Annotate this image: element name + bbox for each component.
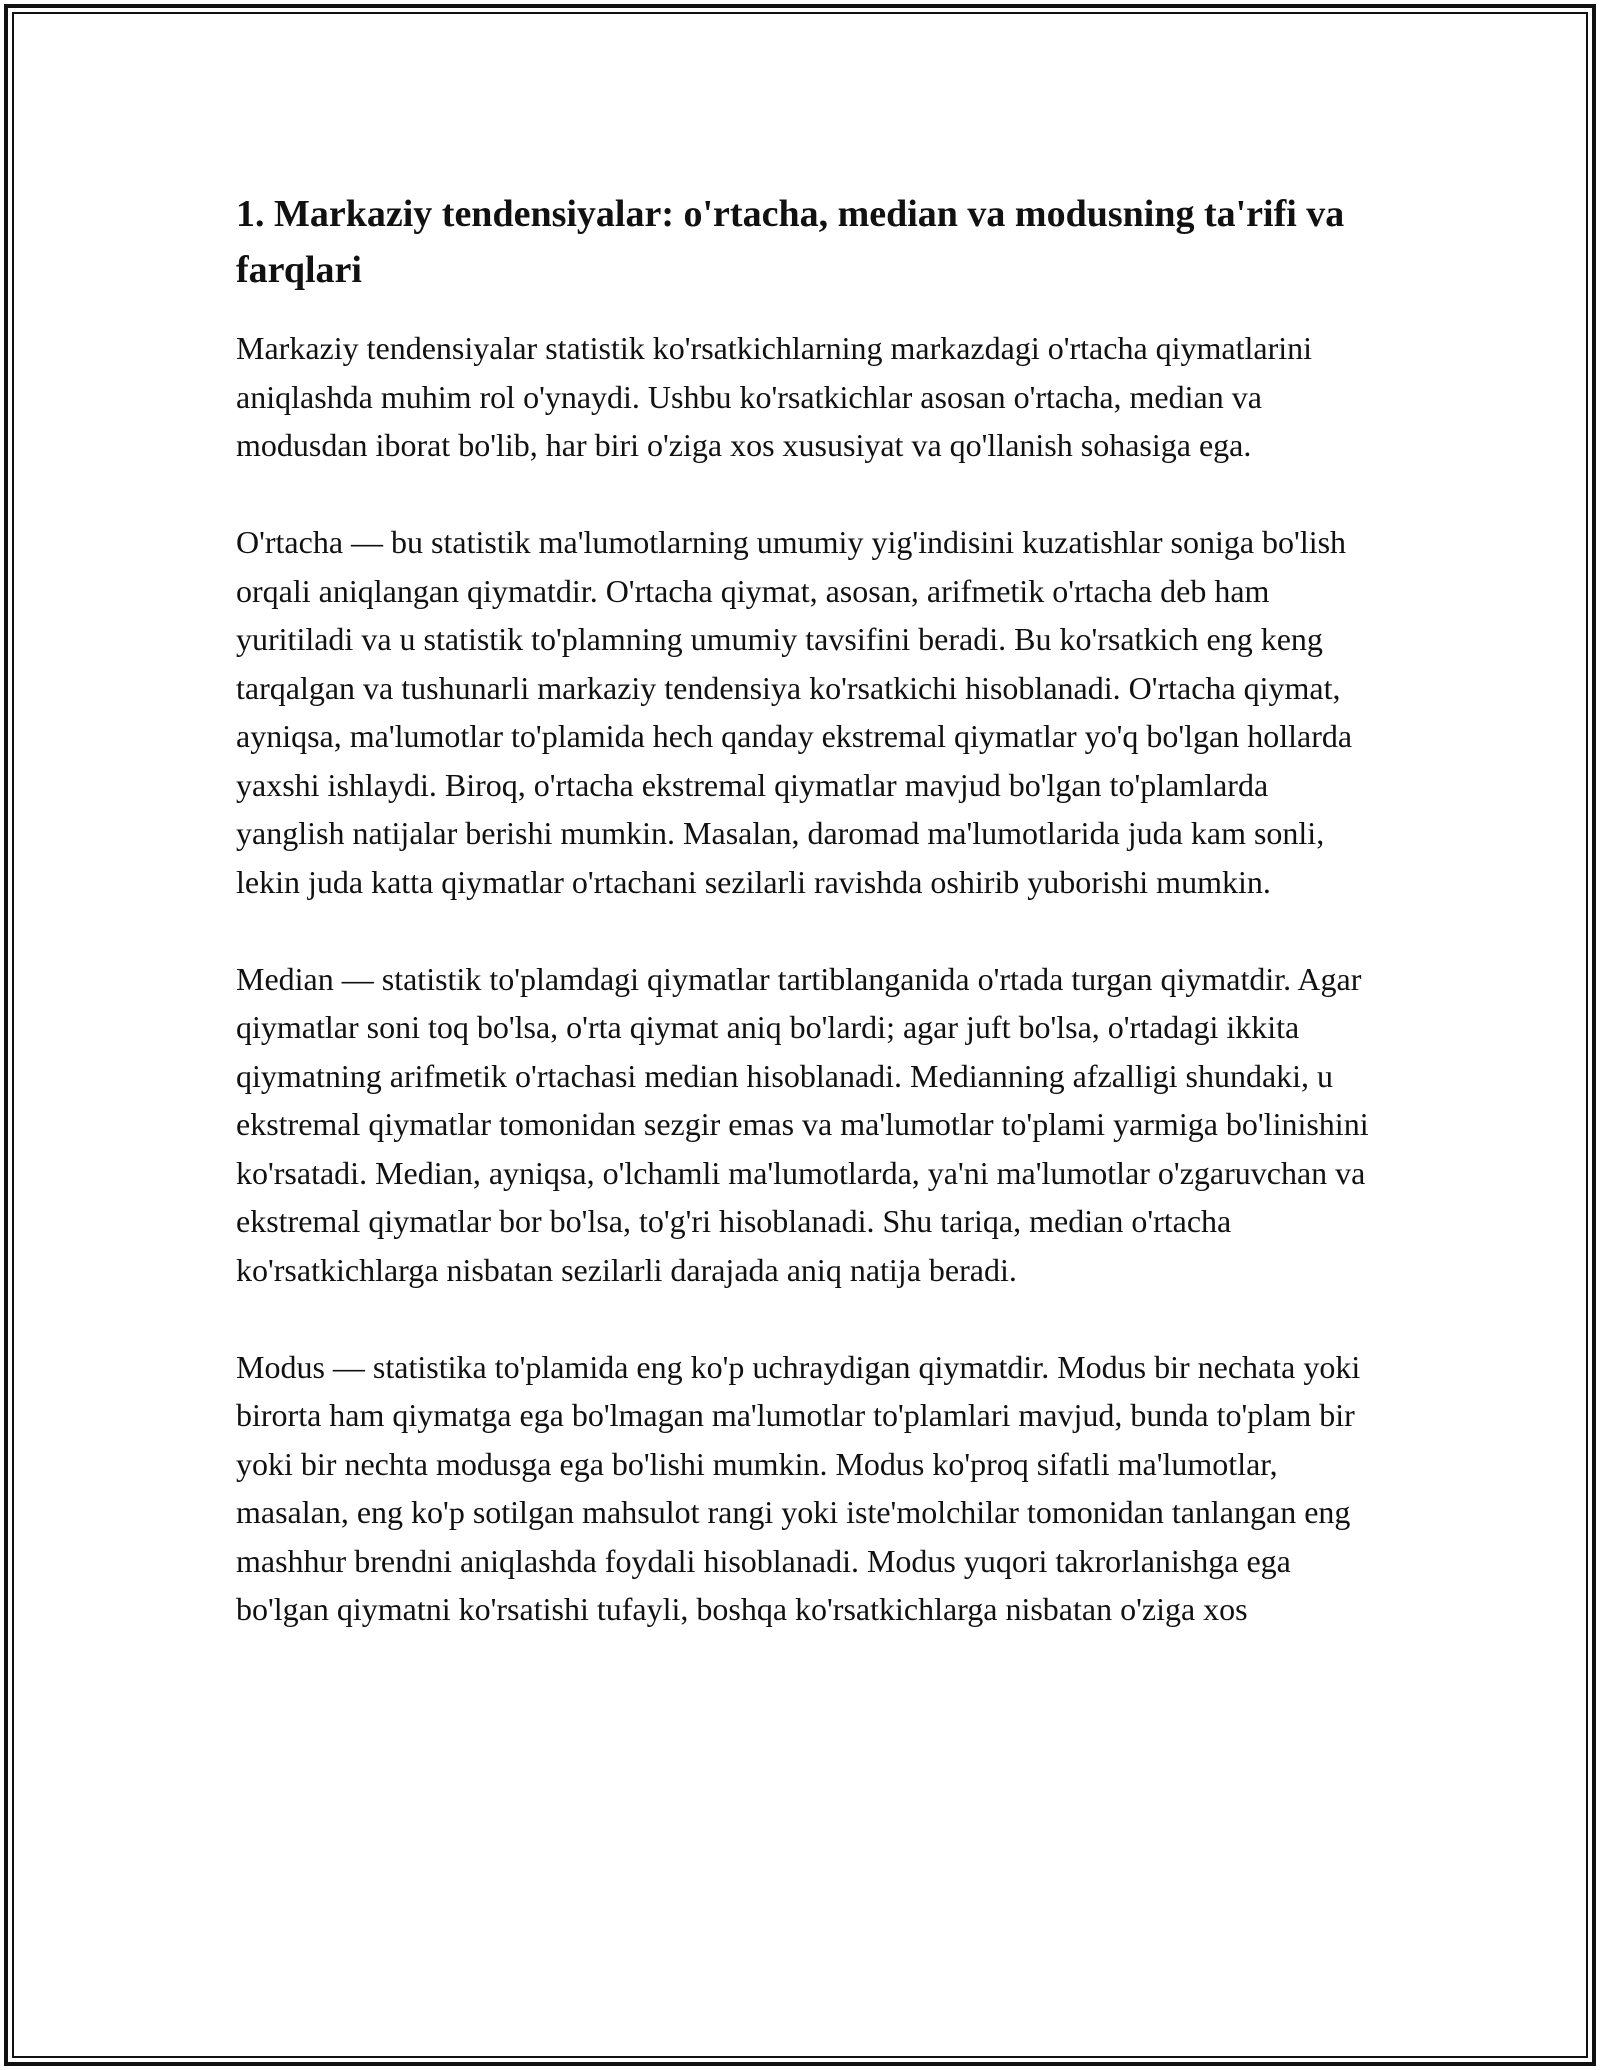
document-body [236,186,1376,1682]
paragraph-mode: Modus — statistika to'plamida eng ko'p uchraydigan qiymatdir. Modus bir nechata yoki birorta ham qiymatga ega bo'lmagan ma'lumotlar to'plamlari mavjud, bunda to'plam bir yoki bir nechta modusga ega bo'lishi mumkin. Modus ko'proq sifatli ma'lumotlar, masalan, eng ko'p sotilgan mahsulot rangi yoki iste'molchilar tomonidan tanlangan eng mashhur brendni aniqlashda foydali hisoblanadi. Modus yuqori takrorlanishga ega bo'lgan qiymatni ko'rsatishi tufayli, boshqa ko'rsatkichlarga nisbatan o'ziga xos [236,1348,1361,1627]
section-heading: 1. Markaziy tendensiyalar: o'rtacha, median va modusning ta'rifi va farqlari [236,193,1345,291]
paragraph-mean: O'rtacha — bu statistik ma'lumotlarning umumiy yig'indisini kuzatishlar soniga bo'lish orqali aniqlangan qiymatdir. O'rtacha qiymat, asosan, arifmetik o'rtacha deb ham yuritiladi va u statistik to'plamning umumiy tavsifini beradi. Bu ko'rsatkich eng keng tarqalgan va tushunarli markaziy tendensiya ko'rsatkichi hisoblanadi. O'rtacha qiymat, ayniqsa, ma'lumotlar to'plamida hech qanday ekstremal qiymatlar yo'q bo'lgan hollarda yaxshi ishlaydi. Biroq, o'rtacha ekstremal qiymatlar mavjud bo'lgan to'plamlarda yanglish natijalar berishi mumkin. Masalan, daromad ma'lumotlarida juda kam sonli, lekin juda katta qiymatlar o'rtachani sezilarli ravishda oshirib yuborishi mumkin. [236,524,1353,900]
paragraph-median: Median — statistik to'plamdagi qiymatlar tartiblanganida o'rtada turgan qiymatdir. Agar qiymatlar soni toq bo'lsa, o'rta qiymat aniq bo'lardi; agar juft bo'lsa, o'rtadagi ikkita qiymatning arifmetik o'rtachasi median hisoblanadi. Medianning afzalligi shundaki, u ekstremal qiymatlar tomonidan sezgir emas va ma'lumotlar to'plami yarmiga bo'linishini ko'rsatadi. Median, ayniqsa, o'lchamli ma'lumotlarda, ya'ni ma'lumotlar o'zgaruvchan va ekstremal qiymatlar bor bo'lsa, to'g'ri hisoblanadi. Shu tariqa, median o'rtacha ko'rsatkichlarga nisbatan sezilarli darajada aniq natija beradi. [236,960,1369,1288]
paragraph-intro: Markaziy tendensiyalar statistik ko'rsatkichlarning markazdagi o'rtacha qiymatlarini aniqlashda muhim rol o'ynaydi. Ushbu ko'rsatkichlar asosan o'rtacha, median va modusdan iborat bo'lib, har biri o'ziga xos xususiyat va qo'llanish sohasiga ega. [236,330,1313,463]
